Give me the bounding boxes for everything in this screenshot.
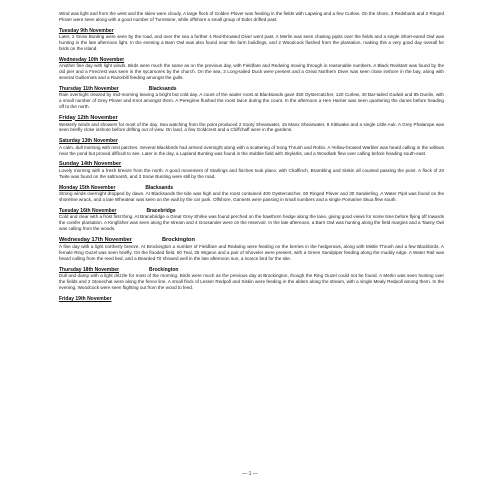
entry-date: Friday 19th November [59, 295, 112, 302]
diary-entry [59, 86, 444, 110]
diary-entry [59, 28, 444, 52]
entry-place: Brockington [149, 266, 179, 273]
entry-text: Strong winds overnight dropped by dawn. At Blacksands the tide was high and the roost contained 400 Oystercatcher, 60 Ringed Plover and 30 Sanderling. A Water Pipit was found on the shoreline wrack, and a late Wheatear was seen on the wall by the car park. Offshore, Gannets were passing in small numbers and a single Pomarine Skua flew south. [59, 191, 444, 203]
page-number: — 1 — [242, 471, 258, 477]
diary-entry [59, 161, 444, 180]
entry-date: Saturday 13th November [59, 138, 118, 145]
diary-entry [59, 185, 444, 203]
diary-entry [59, 267, 444, 291]
entry-text: Westerly winds and showers for most of the day. Sea watching from the point produced 2 Sooty Shearwater, 15 Manx Shearwater, 8 Kittiwake and a single Little Auk. A Grey Phalarope was seen briefly close inshore before drifting out of view. On land, a few Goldcrest and a Chiffchaff were in the gardens. [59, 121, 444, 133]
entry-text: Another fine day with light winds. Birds were much the same as on the previous day, with Fieldfare and Redwing moving through in reasonable numbers. A Black Redstart was found by the old pier and a Firecrest was seen in the sycamores by the church. On the sea, 3 Long-tailed Duck were present and a Great Northern Diver was seen close inshore in the bay, along with several Guillemots and a Razorbill feeding amongst the gulls. [59, 62, 444, 80]
entry-heading [59, 296, 444, 302]
entry-date: Sunday 14th November [59, 161, 122, 168]
entry-heading [59, 237, 444, 244]
entry-text: Dull and damp with a light drizzle for most of the morning. Birds were much as the previous day at Brockington, though the Ring Ouzel could not be found. A Merlin was seen hunting over the fields and 2 Stonechat were along the fence line. A small flock of Lesser Redpoll and Siskin were feeding in the alders along the stream, with a single Mealy Redpoll among them. In the evening, Woodcock were seen flighting out from the wood to feed. [59, 273, 444, 290]
diary-entry [59, 115, 444, 134]
entry-date: Wednesday 10th November [59, 56, 125, 63]
diary-entry [59, 57, 444, 81]
entry-heading [59, 115, 444, 122]
entry-heading [59, 161, 444, 168]
diary-entry [59, 296, 444, 302]
entry-text: Rain overnight cleared by mid-morning leaving a bright but cold day. A count of the wader roost at Blacksands gave 350 Oystercatcher, 120 Curlew, 40 Bar-tailed Godwit and 85 Dunlin, with a small number of Grey Plover and Knot amongst them. A Peregrine flushed the roost twice during the count. In the afternoon a Hen Harrier was seen quartering the dunes before heading off to the north. [59, 91, 444, 109]
entry-place: Blacksands [148, 85, 177, 92]
entry-date: Tuesday 9th November [59, 27, 114, 34]
entry-place: Bracebridge [146, 208, 176, 215]
entry-date: Tuesday 16th November [59, 208, 117, 215]
intro-paragraph: Wind was light and from the west and the skies were cloudy. A large flock of Golden Plover was feeding in the fields with Lapwing and a few Curlew. On the shore, 3 Redshank and 2 Ringed Plover were seen along with a good number of Turnstone, while offshore a small group of Eider drifted past. [59, 11, 444, 22]
entry-date: Monday 15th November [59, 185, 116, 192]
entry-text: A calm, dull morning with mist patches. Several Blackbirds had arrived overnight along with a scattering of Song Thrush and Robin. A Yellow-browed Warbler was heard calling in the willows near the pond but proved difficult to see. Later in the day, a Lapland Bunting was found in the stubble field with Skylarks, and a Woodlark flew over calling before heading south-east. [59, 144, 444, 156]
diary-entry [59, 208, 444, 232]
diary-entry [59, 138, 444, 156]
entry-date: Friday 12th November [59, 114, 118, 121]
entry-place: Blacksands [145, 185, 174, 192]
entry-date: Thursday 11th November [59, 85, 119, 92]
document-body [59, 11, 444, 302]
entry-text: A fine day with a light northerly breeze. At Brockington a number of Fieldfare and Redwing were feeding on the berries in the hedgerows, along with Mistle Thrush and a few Blackbirds. A female Ring Ouzel was seen briefly. On the flooded field, 60 Teal, 25 Wigeon and a pair of Shoveler were present, with a Green Sandpiper feeding along the muddy edge. A Water Rail was heard calling from the reed bed, and a Bearded Tit showed well in the late afternoon sun, a scarce bird for the site. [59, 244, 444, 261]
entry-text: Later, 2 Snow Bunting were seen by the road, and over the sea a further 4 Red-throated Diver went past. A Merlin was seen chasing pipits over the fields and a single Short-eared Owl was hunting in the late afternoon light. In the evening a Barn Owl was also found near the farm buildings, and 2 Woodcock flushed from the plantation, making this a very good day overall for birds on the island. [59, 34, 444, 51]
entry-place: Brockington [161, 237, 195, 244]
entry-text: Cold and clear with a frost first thing. At Bracebridge a Great Grey Shrike was found perched on the hawthorn hedge along the lane, giving good views for some time before flying off towards the conifer plantation. A Kingfisher was seen along the stream and 4 Goosander were on the reservoir. In the late afternoon, a Barn Owl was hunting along the field margins and a Tawny Owl was calling from the woods. [59, 214, 444, 232]
diary-entry [59, 237, 444, 262]
entry-date: Thursday 18th November [59, 266, 120, 273]
entry-text: Lovely morning with a fresh breeze from the north. A good movement of Starlings and finches took place, with Chaffinch, Brambling and Siskin all counted passing the point. A flock of 20 Twite was found on the saltmarsh, and 3 Snow Bunting were still by the road. [59, 168, 444, 180]
entry-date: Wednesday 17th November [59, 237, 132, 244]
